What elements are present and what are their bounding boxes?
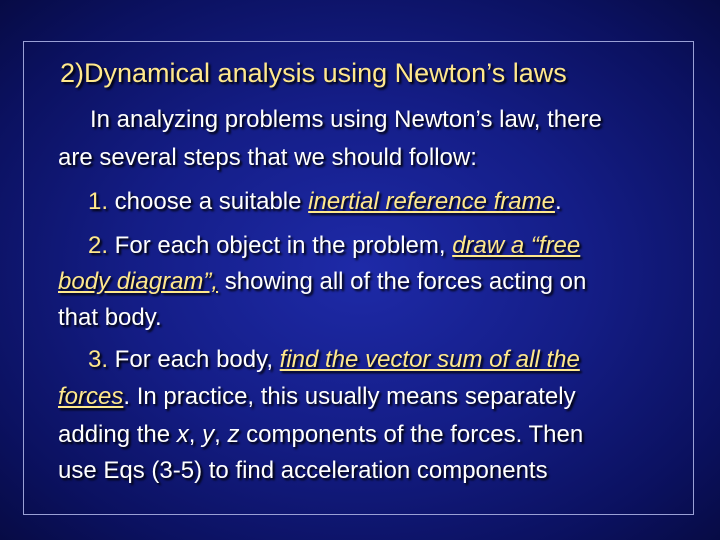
step-2-pre: For each object in the problem, bbox=[108, 232, 453, 259]
var-z: z bbox=[227, 421, 240, 448]
var-x: x bbox=[176, 421, 189, 448]
step-2-number: 2. bbox=[88, 232, 109, 259]
step-2-post: showing all of the forces acting on bbox=[218, 268, 587, 295]
step-3-line-2 bbox=[58, 382, 576, 411]
sep-1: , bbox=[188, 421, 203, 448]
title-number: 2) bbox=[60, 58, 85, 88]
intro-line-1: In analyzing problems using Newton’s law, there bbox=[90, 106, 602, 133]
step-3-number: 3. bbox=[88, 346, 109, 373]
step-1-pre: choose a suitable bbox=[108, 188, 309, 215]
step-3-line-4: use Eqs (3-5) to find acceleration components bbox=[58, 457, 548, 484]
step-3-line-1 bbox=[88, 345, 580, 374]
step-2-line-2 bbox=[58, 267, 586, 296]
step-2-highlight-b: body diagram”, bbox=[58, 268, 219, 295]
step-3-line-3 bbox=[58, 420, 583, 449]
title-text: Dynamical analysis using Newton’s laws bbox=[84, 58, 567, 88]
step-2-line-1 bbox=[88, 231, 580, 260]
step-3-post: . In practice, this usually means separately bbox=[123, 383, 576, 410]
step-1-number: 1. bbox=[88, 188, 109, 215]
step-1-highlight: inertial reference frame bbox=[308, 188, 555, 215]
step-1-post: . bbox=[554, 188, 562, 215]
step-3-line-3-b: components of the forces. Then bbox=[239, 421, 584, 448]
intro-line-2: are several steps that we should follow: bbox=[58, 144, 477, 171]
step-3-pre: For each body, bbox=[108, 346, 280, 373]
step-3-highlight-a: find the vector sum of all the bbox=[279, 346, 580, 373]
sep-2: , bbox=[214, 421, 228, 448]
step-3-highlight-b: forces bbox=[58, 383, 124, 410]
var-y: y bbox=[202, 421, 215, 448]
slide-title bbox=[60, 58, 567, 89]
step-1 bbox=[88, 187, 562, 216]
step-2-highlight-a: draw a “free bbox=[452, 232, 581, 259]
step-3-line-3-a: adding the bbox=[58, 421, 177, 448]
step-2-line-3: that body. bbox=[58, 304, 162, 331]
